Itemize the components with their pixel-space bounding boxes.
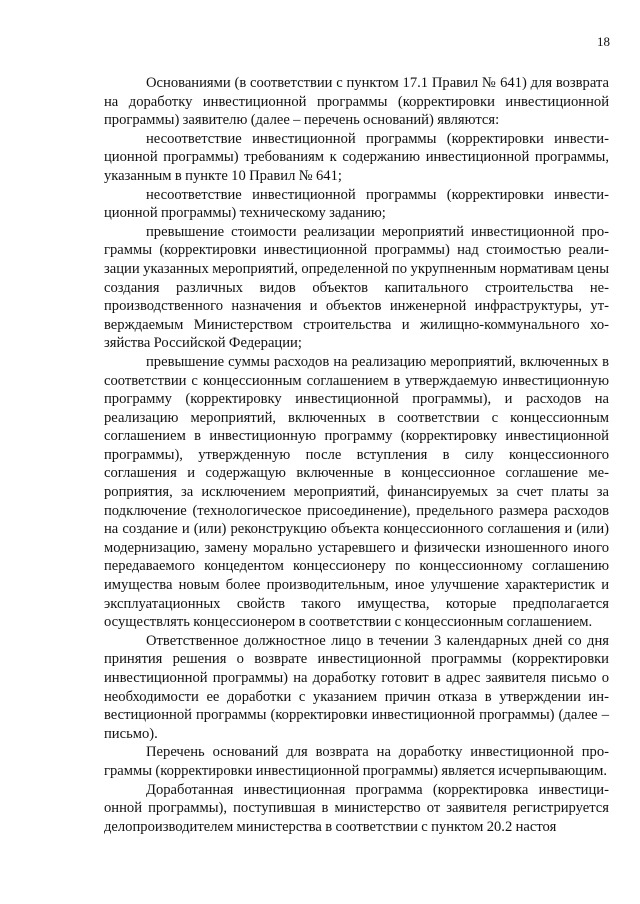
paragraph-ground-concession-excess: превышение суммы расходов на реализацию мероприятий, включенных в соответствии с концессионным соглашением в утверждаемую инвестиционную программу (корректировку инвестиционной программы), и расходов на реализацию мероприятий, включенных в соответствии с концессионным соглашением в инвестиционную программу (корректировку инвестиционной программы), утвержденную после вступления в силу концессионного соглашения и содержащую включенные в концессионное соглашение мероприятия, за исключением мероприятий, финансируемых за счет платы за подключение (технологическое присоединение), предельного размера расходов на создание и (или) реконструкцию объекта концессионного соглашения и (или) модернизацию, замену морально устаревшего и физически изношенного иного передаваемого концедентом концессионеру по концессионному соглашению имущества новым более производительным, иное улучшение характеристик и эксплуатационных свойств такого имущества, которые предполагается осуществлять концессионером в соответствии с концессионным соглашением. bbox=[104, 353, 609, 631]
paragraph-ground-content-mismatch: несоответствие инвестиционной программы (корректировки инвестиционной программы) требованиям к содержанию инвестиционной программы, указанным в пункте 10 Правил № 641; bbox=[104, 130, 609, 184]
paragraph-revised-program-registration: Доработанная инвестиционная программа (корректировка инвестиционной программы), поступившая в министерство от заявителя регистрируется делопроизводителем министерства в соответствии с пунктом 20.2 настоя bbox=[104, 781, 609, 835]
paragraph-ground-technical-task: несоответствие инвестиционной программы (корректировки инвестиционной программы) техническому заданию; bbox=[104, 186, 609, 222]
paragraph-responsible-official-letter: Ответственное должностное лицо в течении 3 календарных дней со дня принятия решения о возврате инвестиционной программы (корректировки инвестиционной программы) на доработку готовит в адрес заявителя письмо о необходимости ее доработки с указанием причин отказа в утверждении инвестиционной программы (корректировки инвестиционной программы) (далее – письмо). bbox=[104, 632, 609, 742]
page-number: 18 bbox=[597, 34, 610, 49]
paragraph-grounds-exhaustive: Перечень оснований для возврата на доработку инвестиционной программы (корректировки инвестиционной программы) является исчерпывающим. bbox=[104, 744, 609, 779]
paragraph-ground-cost-excess: превышение стоимости реализации мероприятий инвестиционной программы (корректировки инвестиционной программы) над стоимостью реализации указанных мероприятий, определенной по укрупненным нормативам цены создания различных видов объектов капитального строительства непроизводственного назначения и объектов инженерной инфраструктуры, утверждаемым Министерством строительства и жилищно-коммунального хозяйства Российской Федерации; bbox=[104, 223, 609, 352]
paragraph-grounds-intro: Основаниями (в соответствии с пунктом 17.1 Правил № 641) для возврата на доработку инвестиционной программы (корректировки инвестиционной программы) заявителю (далее – перечень оснований) являются: bbox=[104, 75, 609, 129]
document-body bbox=[104, 74, 609, 836]
